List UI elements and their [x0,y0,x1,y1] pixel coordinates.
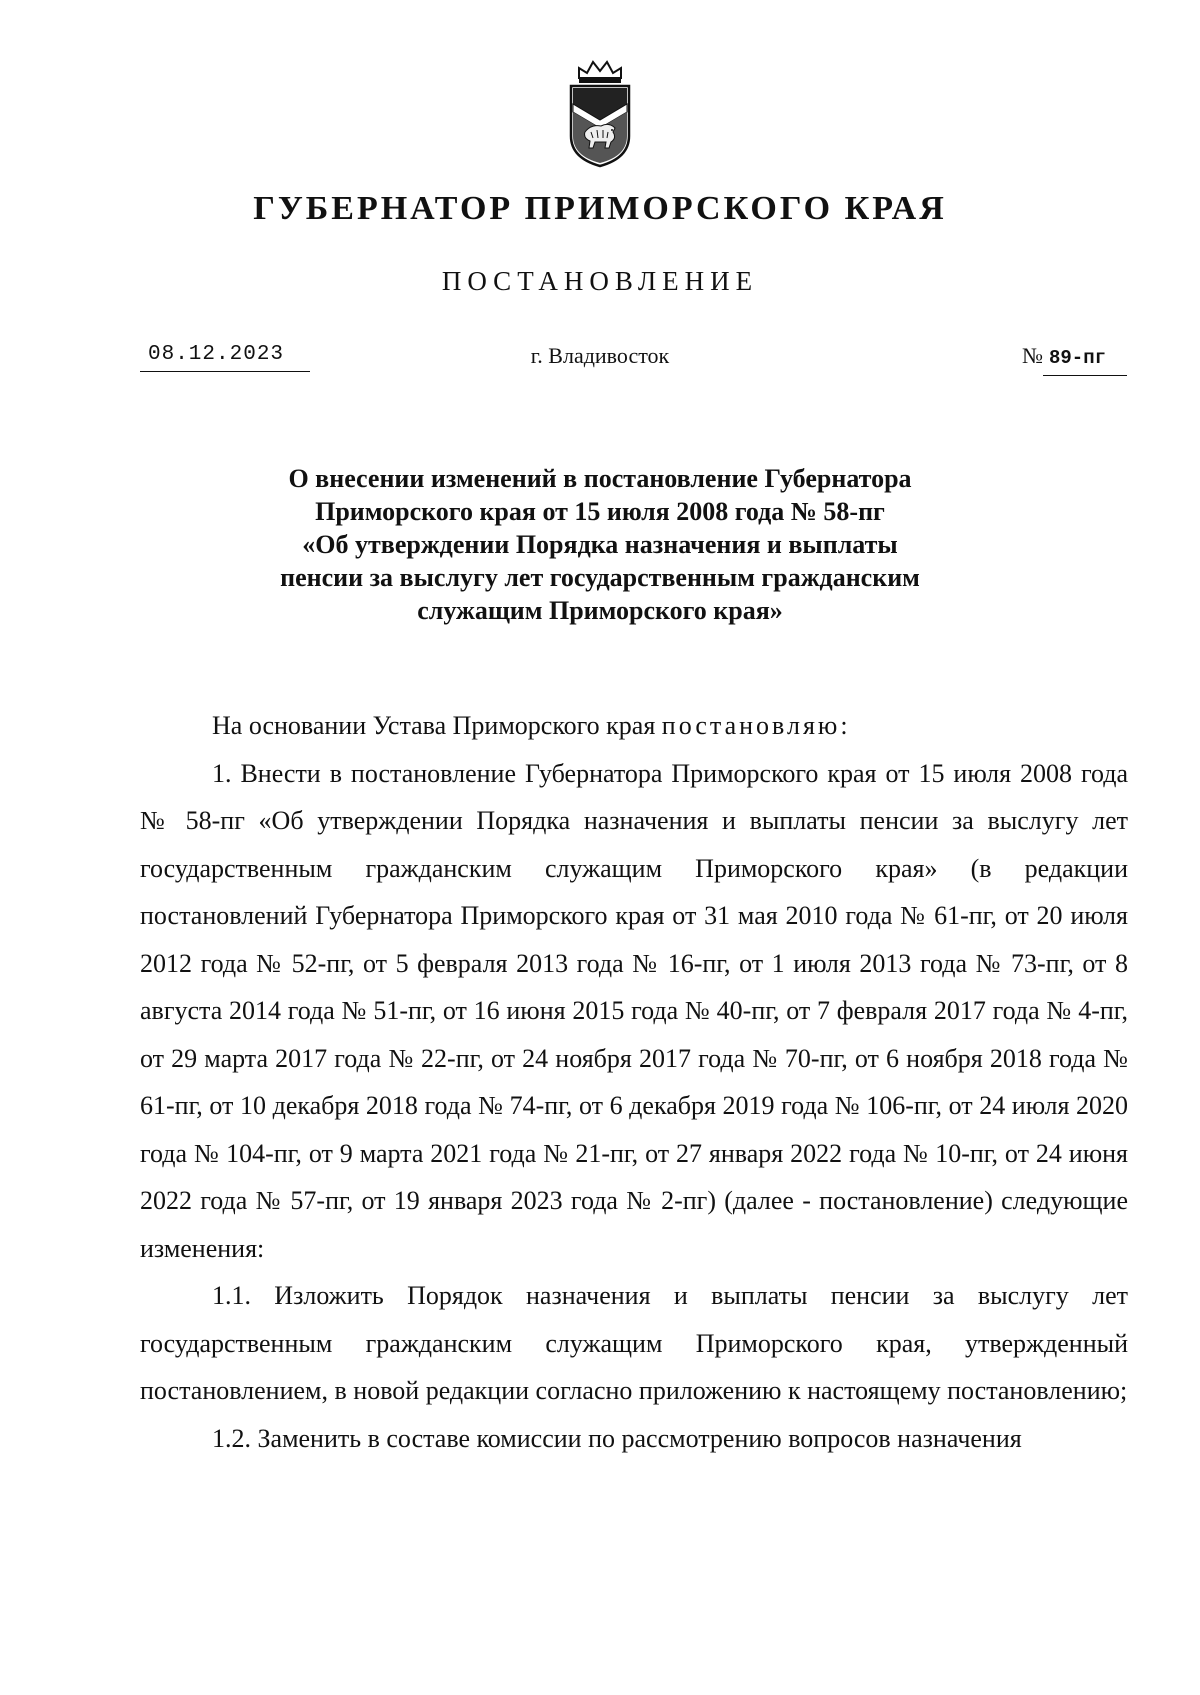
title-line: пенсии за выслугу лет государственным гражданским [280,563,920,592]
number-value: 89-пг [1043,347,1127,376]
document-number [1022,343,1127,372]
title-line: «Об утверждении Порядка назначения и выплаты [302,530,898,559]
issuing-authority: ГУБЕРНАТОР ПРИМОРСКОГО КРАЯ [253,190,947,227]
intro-paragraph [140,702,1128,750]
document-title [200,462,1000,627]
paragraph-1-2: 1.2. Заменить в составе комиссии по рассмотрению вопросов назначения [212,1423,1022,1453]
intro-end: : [840,711,848,740]
document-city: г. Владивосток [530,343,670,368]
title-line: О внесении изменений в постановление Губернатора [288,464,912,493]
coat-of-arms-icon [565,58,635,173]
document-date: 08.12.2023 [140,343,310,372]
paragraph-1-1: 1.1. Изложить Порядок назначения и выплаты пенсии за выслугу лет государственным гражданским служащим Приморского края, утвержденный постановлением, в новой редакции согласно приложению к настоящему постановлению; [140,1281,1128,1405]
title-line: Приморского края от 15 июля 2008 года № 58-пг [315,497,885,526]
number-prefix: № [1022,343,1043,368]
title-line: служащим Приморского края» [417,596,783,625]
document-body [140,702,1128,1462]
intro-lead: На основании Устава Приморского края [212,711,656,740]
intro-spaced-word: постановляю [661,711,841,740]
document-type: ПОСТАНОВЛЕНИЕ [441,266,759,296]
paragraph-1: 1. Внести в постановление Губернатора Приморского края от 15 июля 2008 года № 58-пг «Об утверждении Порядка назначения и выплаты пенсии за выслугу лет государственным гражданским служащим Приморского края» (в редакции постановлений Губернатора Приморского края от 31 мая 2010 года № 61-пг, от 20 июля 2012 года № 52-пг, от 5 февраля 2013 года № 16-пг, от 1 июля 2013 года № 73-пг, от 8 августа 2014 года № 51-пг, от 16 июня 2015 года № 40-пг, от 7 февраля 2017 года № 4-пг, от 29 марта 2017 года № 22-пг, от 24 ноября 2017 года № 70-пг, от 6 ноября 2018 года № 61-пг, от 10 декабря 2018 года № 74-пг, от 6 декабря 2019 года № 106-пг, от 24 июля 2020 года № 104-пг, от 9 марта 2021 года № 21-пг, от 27 января 2022 года № 10-пг, от 24 июня 2022 года № 57-пг, от 19 января 2023 года № 2-пг) (далее - постановление) следующие изменения: [140,758,1128,1263]
